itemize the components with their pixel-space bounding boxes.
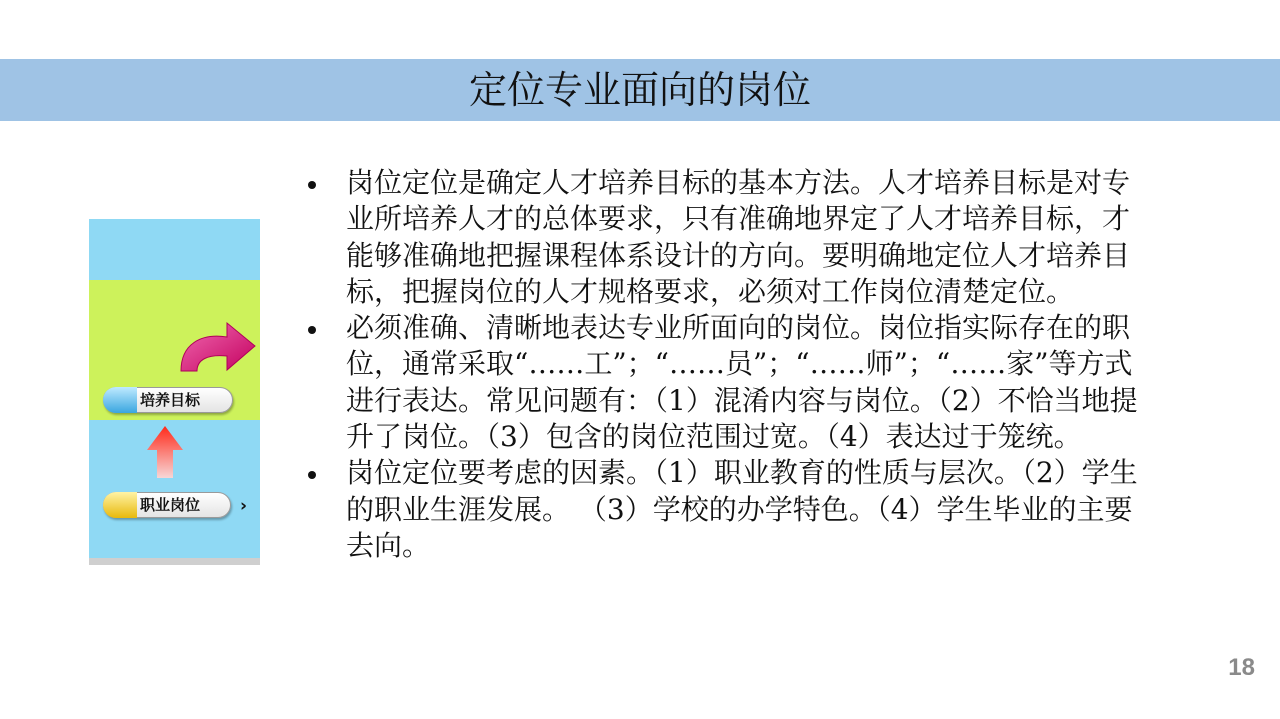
bullet-item <box>306 310 1156 455</box>
bullet-text: 岗位定位是确定人才培养目标的基本方法。人才培养目标是对专业所培养人才的总体要求，只有准确地界定了人才培养目标，才能够准确地把握课程体系设计的方向。要明确地定位人才培养目标，把握岗位的人才规格要求，必须对工作岗位清楚定位。 <box>346 166 1131 308</box>
bullet-dot-icon <box>308 181 316 189</box>
up-arrow-icon <box>147 426 183 478</box>
bullet-dot-icon <box>308 471 316 479</box>
chevron-right-icon: › <box>240 496 248 516</box>
job-label-pill <box>103 492 231 518</box>
title-bar <box>0 59 1280 121</box>
bullet-text: 岗位定位要考虑的因素。（1）职业教育的性质与层次。（2）学生的职业生涯发展。 （3）学校的办学特色。（4）学生毕业的主要去向。 <box>346 456 1138 562</box>
bullet-list <box>306 165 1176 564</box>
curved-arrow-icon <box>181 323 255 371</box>
career-illustration <box>89 219 260 565</box>
slide-title: 定位专业面向的岗位 <box>468 68 811 112</box>
job-label: 职业岗位 <box>140 496 201 514</box>
goal-label: 培养目标 <box>140 391 201 409</box>
bullet-dot-icon <box>308 326 316 334</box>
bullet-item <box>306 455 1156 564</box>
pill-cap-blue <box>103 387 137 413</box>
bullet-item <box>306 165 1156 310</box>
goal-label-pill <box>103 387 233 413</box>
page-number: 18 <box>1228 654 1255 681</box>
pill-cap-yellow <box>103 492 137 518</box>
bullet-text: 必须准确、清晰地表达专业所面向的岗位。岗位指实际存在的职位，通常采取“……工”；“……员”；“……师”；“……家”等方式进行表达。常见问题有：（1）混淆内容与岗位。（2）不恰当地提升了岗位。（3）包含的岗位范围过宽。（4）表达过于笼统。 <box>346 311 1138 454</box>
